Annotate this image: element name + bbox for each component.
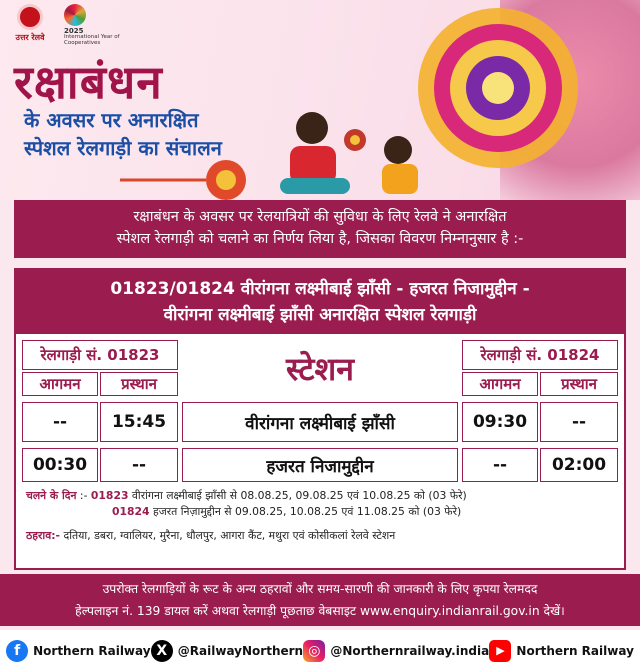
small-rakhi-icon [120, 160, 246, 200]
sister-figure-icon [382, 136, 418, 194]
days-text-1: वीरांगना लक्ष्मीबाई झाँसी से 08.08.25, 09.08.25 एवं 10.08.25 को (03 फेरे) [131, 489, 467, 502]
left-departure-label: प्रस्थान [100, 372, 178, 396]
station-name: हजरत निजामुद्दीन [182, 448, 458, 482]
right-train-header: रेलगाड़ी सं. 01824 [462, 340, 618, 370]
table-cell: 09:30 [462, 402, 538, 442]
brother-figure-icon [280, 112, 350, 194]
youtube-icon: ▶ [489, 640, 511, 662]
left-arrival-label: आगमन [22, 372, 98, 396]
hero-subtitle-2: स्पेशल रेलगाड़ी का संचालन [24, 136, 222, 160]
hero-subtitle-1: के अवसर पर अनारक्षित [24, 108, 199, 132]
instagram-link[interactable] [303, 640, 489, 662]
instagram-handle: @Northernrailway.india [330, 643, 490, 658]
table-cell: -- [462, 448, 538, 482]
hero-banner [0, 0, 640, 200]
iyc-year: 2025 [64, 27, 84, 35]
instagram-icon: ◎ [303, 640, 325, 662]
train-card [14, 268, 626, 570]
train-title [16, 270, 624, 334]
station-name: वीरांगना लक्ष्मीबाई झाँसी [182, 402, 458, 442]
footer-line-1: उपरोक्त रेलगाड़ियों के रूट के अन्य ठहरावों और समय-सारणी की जानकारी के लिए कृपया रेलमदद [102, 582, 538, 596]
intro-line-2: स्पेशल रेलगाड़ी को चलाने का निर्णय लिया है, जिसका विवरण निम्नानुसार है :- [116, 231, 524, 247]
footer-info [0, 574, 640, 626]
facebook-handle: Northern Railway [33, 643, 151, 658]
social-bar [0, 630, 640, 671]
rakhi-illustration [0, 0, 640, 200]
left-train-header: रेलगाड़ी सं. 01823 [22, 340, 178, 370]
days-line-1: चलने के दिन :- 01823 वीरांगना लक्ष्मीबाई झाँसी से 08.08.25, 09.08.25 एवं 10.08.25 को (03 फेरे) [26, 489, 467, 502]
x-link[interactable] [151, 640, 303, 662]
footer-line-2: हेल्पलाइन नं. 139 डायल करें अथवा रेलगाड़ी पूछताछ वेबसाइट www.enquiry.indianrail.gov.in देखें। [75, 604, 565, 618]
table-cell: 00:30 [22, 448, 98, 482]
intro-band [14, 200, 626, 258]
stops-label: ठहराव:- [26, 529, 61, 542]
intro-line-1: रक्षाबंधन के अवसर पर रेलयात्रियों की सुविधा के लिए रेलवे ने अनारक्षित [133, 209, 507, 225]
days-text-2: हजरत निज़ामुद्दीन से 09.08.25, 10.08.25 एवं 11.08.25 को (03 फेरे) [153, 505, 462, 518]
table-cell: -- [100, 448, 178, 482]
days-train-1: 01823 [90, 489, 129, 502]
hero-title: रक्षाबंधन [14, 55, 163, 109]
table-cell: 02:00 [540, 448, 618, 482]
station-header: स्टेशन [182, 340, 458, 396]
train-title-line-1: 01823/01824 वीरांगना लक्ष्मीबाई झाँसी - हजरत निजामुद्दीन - [110, 279, 530, 299]
large-rakhi-icon [418, 8, 578, 168]
run-details [26, 488, 616, 544]
days-line-2 [26, 504, 616, 520]
right-arrival-label: आगमन [462, 372, 538, 396]
stops-line [26, 528, 616, 544]
table-cell: -- [22, 402, 98, 442]
table-cell: 15:45 [100, 402, 178, 442]
facebook-icon: f [6, 640, 28, 662]
iyc-caption: International Year of Cooperatives [64, 34, 120, 46]
mini-rakhi-icon [344, 129, 366, 151]
days-label: चलने के दिन [26, 489, 77, 502]
table-cell: -- [540, 402, 618, 442]
x-handle: @RailwayNorthern [177, 643, 304, 658]
youtube-link[interactable] [489, 640, 633, 662]
train-title-line-2: वीरांगना लक्ष्मीबाई झाँसी अनारक्षित स्पेशल रेलगाड़ी [163, 305, 477, 325]
x-icon: X [151, 640, 173, 662]
stops-text: दतिया, डबरा, ग्वालियर, मुरैना, धौलपुर, आगरा कैंट, मथुरा एवं कोसीकलां रेलवे स्टेशन [63, 529, 396, 542]
days-train-2: 01824 [112, 505, 150, 518]
ur-caption: उत्तर रेलवे [15, 33, 45, 42]
facebook-link[interactable] [6, 640, 150, 662]
right-departure-label: प्रस्थान [540, 372, 618, 396]
youtube-handle: Northern Railway [516, 643, 634, 658]
